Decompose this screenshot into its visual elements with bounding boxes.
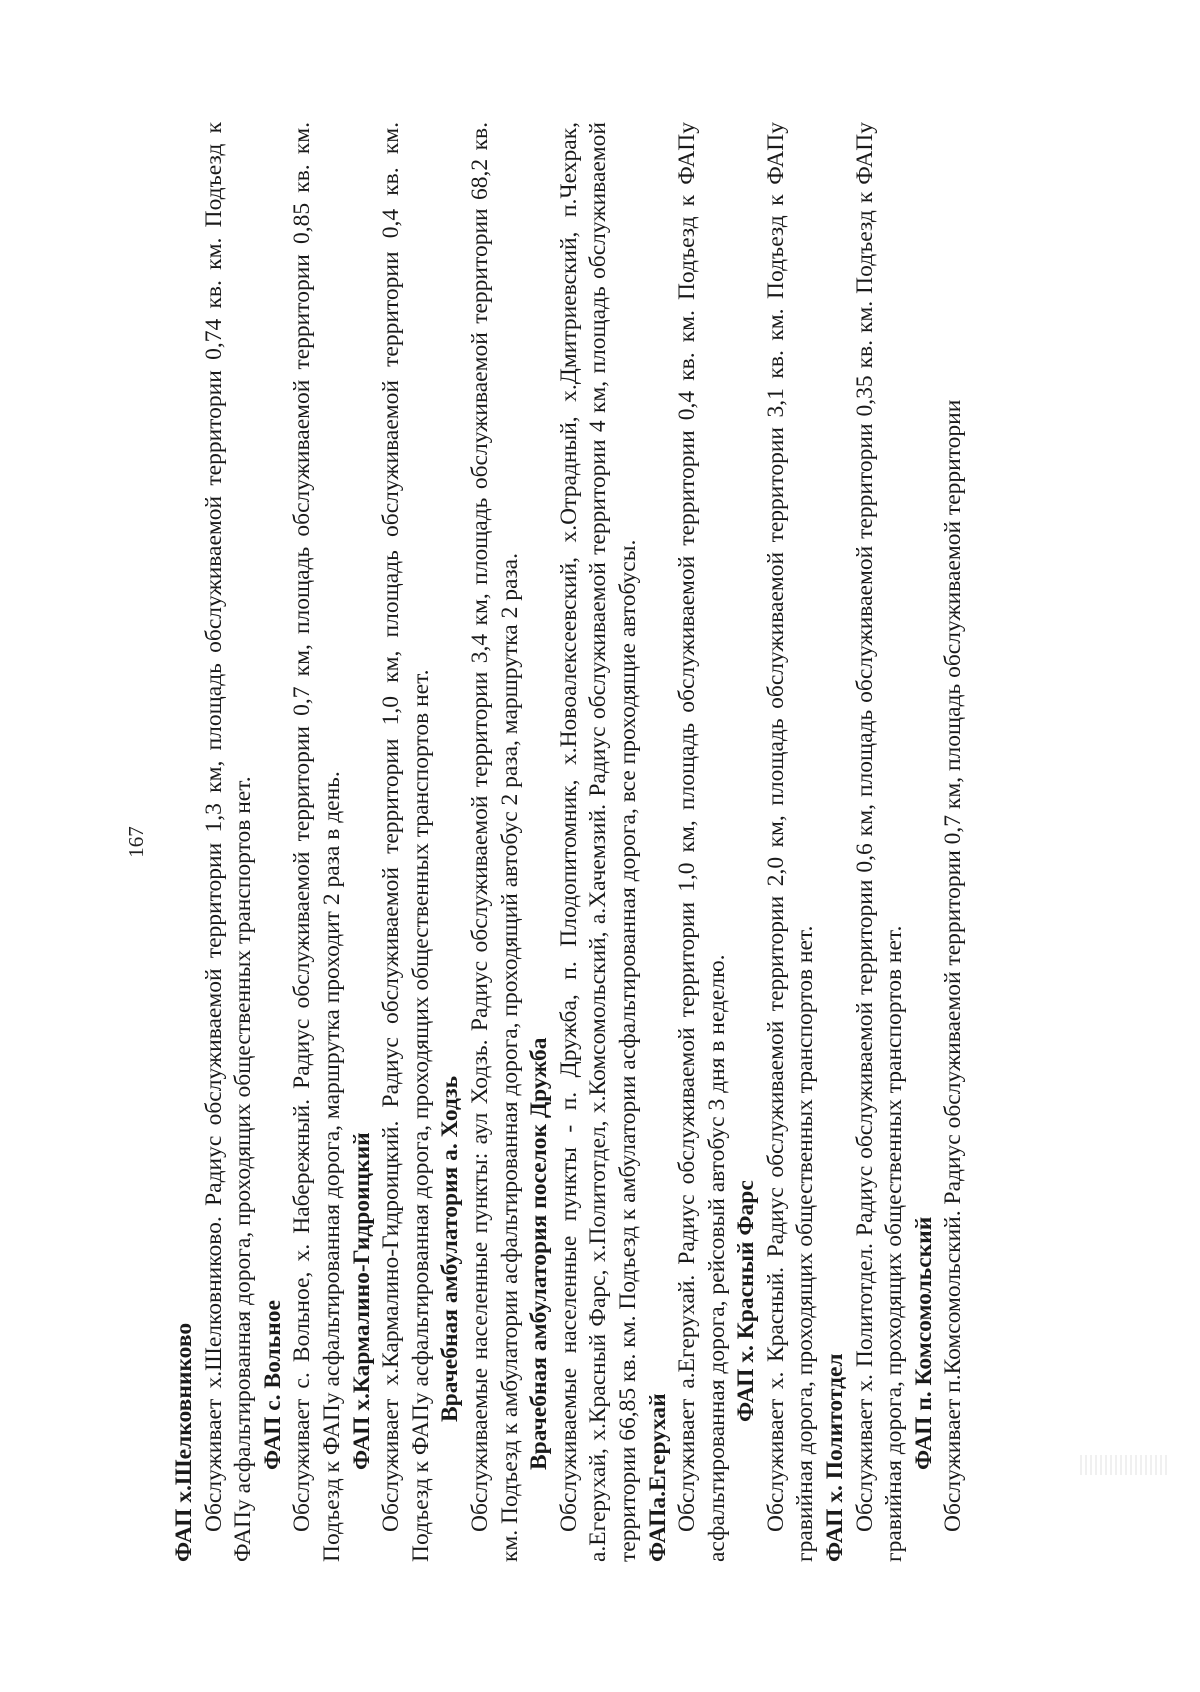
- section-komsomolsky: [910, 122, 969, 1562]
- section-heading: ФАП х.Шелковниково: [171, 1322, 197, 1562]
- section-khodz: [436, 122, 525, 1562]
- section-shelkovnikovo: [170, 122, 259, 1562]
- section-politotdel: [821, 122, 910, 1562]
- section-heading: ФАП х. Красный Фарс: [733, 1180, 760, 1422]
- scan-artifact: [1080, 1455, 1170, 1475]
- section-text: Обслуживает п.Комсомольский. Радиус обслуживаемой территории 0,7 км, площадь обслуживаемой территории: [940, 399, 967, 1532]
- section-text: Обслуживаемые населенные пункты - п. Дружба, п. Плодопитомник, х.Новоалексеевский, х.Отрадный, х.Дмитриевский, п.Чехрак, а.Егерухай, х.Красный Фарс, х.Политотдел, х.Комсомольский, а.Хачемзий. Радиус обслуживаемой территории 4 км, площадь обслуживаемой территории 66,85 кв. км. Подъезд к амбулатории асфальтированная дорога, все проходящие автобусы.: [555, 122, 641, 1562]
- rotated-text-block: [124, 122, 1030, 1562]
- page-number: 167: [124, 826, 148, 858]
- section-druzhba: [525, 122, 643, 1562]
- section-heading: Врачебная амбулатория поселок Дружба: [526, 1037, 553, 1470]
- section-karmalino: [348, 122, 437, 1562]
- section-text: Обслуживает а.Егерухай. Радиус обслуживаемой территории 1,0 км, площадь обслуживаемой территории 0,4 кв. км. Подъезд к ФАПу асфальтированная дорога, рейсовый автобус 3 дня в неделю.: [674, 122, 730, 1562]
- section-text: Обслуживает х.Шелковниково. Радиус обслуживаемой территории 1,3 км, площадь обслуживаемой территории 0,74 кв. км. Подъезд к ФАПу асфальтированная дорога, проходящих общественных транспортов нет.: [200, 122, 257, 1562]
- section-text: Обслуживает с. Вольное, х. Набережный. Радиус обслуживаемой территории 0,7 км, площадь обслуживаемой территории 0,85 кв. км. Подъезд к ФАПу асфальтированная дорога, маршрутка проходит 2 раза в день.: [289, 122, 345, 1562]
- section-text: Обслуживает х. Политотдел. Радиус обслуживаемой территории 0,6 км, площадь обслуживаемой территории 0,35 кв. км. Подъезд к ФАПу гравийная дорога, проходящих общественных транспортов нет.: [851, 122, 908, 1562]
- section-text: Обслуживаемые населенные пункты: аул Ходзь. Радиус обслуживаемой территории 3,4 км, площадь обслуживаемой территории 68,2 кв. км. Подъезд к амбулатории асфальтированная дорога, проходящий автобус 2 раза, маршрутка 2 раза.: [466, 122, 523, 1562]
- section-krasny-fars: [732, 122, 821, 1562]
- section-volnoe: [259, 122, 348, 1562]
- section-heading: Врачебная амбулатория а. Ходзь: [437, 1075, 464, 1422]
- section-egerukhai: [644, 122, 733, 1562]
- section-text: Обслуживает х.Кармалино-Гидроицкий. Радиус обслуживаемой территории 1,0 км, площадь обслуживаемой территории 0,4 кв. км. Подъезд к ФАПу асфальтированная дорога, проходящих общественных транспортов нет.: [378, 122, 434, 1562]
- section-heading: ФАПа.Егерухай: [644, 1393, 671, 1562]
- section-heading: ФАП х.Кармалино-Гидроицкий: [348, 1132, 375, 1470]
- section-heading: ФАП х. Политотдел: [822, 1353, 849, 1562]
- section-text: Обслуживает х. Красный. Радиус обслуживаемой территории 2,0 км, площадь обслуживаемой территории 3,1 кв. км. Подъезд к ФАПу гравийная дорога, проходящих общественных транспортов нет.: [762, 122, 819, 1562]
- section-heading: ФАП с. Вольное: [259, 1300, 286, 1470]
- section-heading: ФАП п. Комсомольский: [910, 1216, 937, 1470]
